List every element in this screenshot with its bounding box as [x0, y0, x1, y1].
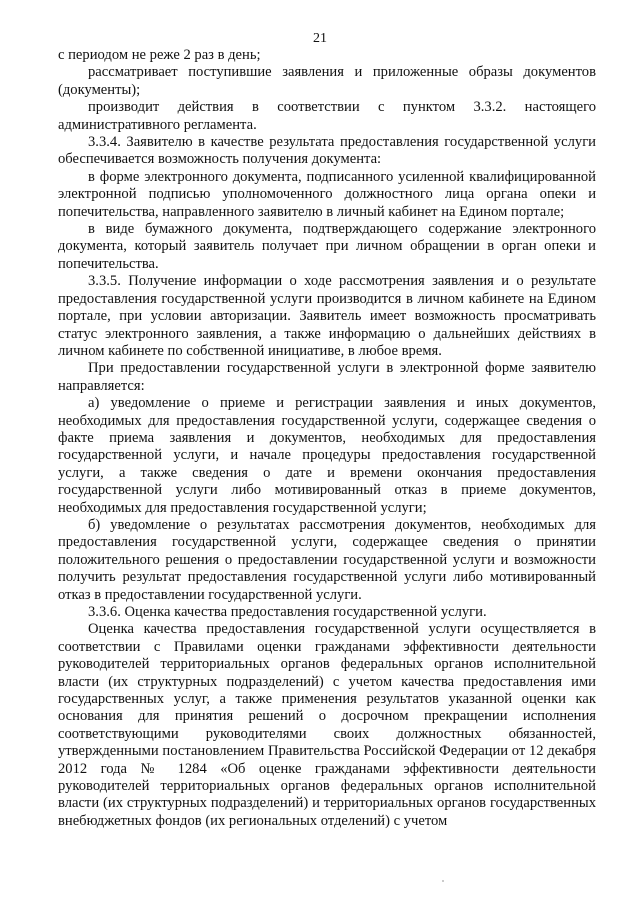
- paragraph-item-b: б) уведомление о результатах рассмотрения документов, необходимых для предоставления государственной услуги, содержащее сведения о принятии положительного решения о предоставлении государственной услуги и возможности получить результат предоставления государственной услуги либо мотивированный отказ в предоставлении государственной услуги.: [58, 516, 596, 603]
- paragraph-quality-assessment: Оценка качества предоставления государственной услуги осуществляется в соответствии с Правилами оценки гражданами эффективности деятельности руководителей территориальных органов федеральных органов исполнительной власти (их структурных подразделений) с учетом качества предоставления ими государственных услуг, а также применения результатов указанной оценки как основания для принятия решений о досрочном прекращении исполнения соответствующими руководителями своих должностных обязанностей, утвержденными постановлением Правительства Российской Федерации от 12 декабря 2012 года № 1284 «Об оценке гражданами эффективности деятельности руководителей территориальных органов федеральных органов исполнительной власти (их структурных подразделений) и территориальных органов государственных внебюджетных фондов (их региональных отделений) с учетом: [58, 621, 596, 829]
- paragraph-3-3-4: 3.3.4. Заявителю в качестве результата предоставления государственной услуги обеспечивается возможность получения документа:: [58, 134, 596, 168]
- paragraph-review-applications: рассматривает поступившие заявления и приложенные образы документов (документы);: [58, 64, 596, 98]
- paragraph-electronic-document: в форме электронного документа, подписанного усиленной квалифицированной электронной подписью уполномоченного должностного лица органа опеки и попечительства, направленного заявителю в личный кабинет на Едином портале;: [58, 168, 596, 220]
- paragraph-3-3-6: 3.3.6. Оценка качества предоставления государственной услуги.: [88, 604, 487, 620]
- paragraph-paper-document: в виде бумажного документа, подтверждающего содержание электронного документа, который заявитель получает при личном обращении в орган опеки и попечительства.: [58, 221, 596, 272]
- page-body: [58, 47, 596, 830]
- page-number: 21: [313, 31, 327, 46]
- paragraph-notification-intro: При предоставлении государственной услуги в электронной форме заявителю направляется:: [58, 360, 596, 394]
- paragraph-continuation: с периодом не реже 2 раз в день;: [58, 47, 261, 63]
- scan-speck: [442, 880, 444, 882]
- paragraph-performs-actions: производит действия в соответствии с пунктом 3.3.2. настоящего административного регламента.: [58, 99, 596, 133]
- paragraph-3-3-5: 3.3.5. Получение информации о ходе рассмотрения заявления и о результате предоставления государственной услуги производится в личном кабинете на Едином портале, при условии авторизации. Заявитель имеет возможность просматривать статус электронного заявления, а также информацию о дальнейших действиях в личном кабинете по собственной инициативе, в любое время.: [58, 273, 596, 359]
- paragraph-item-a: а) уведомление о приеме и регистрации заявления и иных документов, необходимых для предоставления государственной услуги, содержащее сведения о факте приема заявления и документов, необходимых для предоставления государственной услуги, и начале процедуры предоставления государственной услуги, а также сведения о дате и времени окончания предоставления государственной услуги либо мотивированный отказ в приеме документов, необходимых для предоставления государственной услуги;: [58, 395, 596, 516]
